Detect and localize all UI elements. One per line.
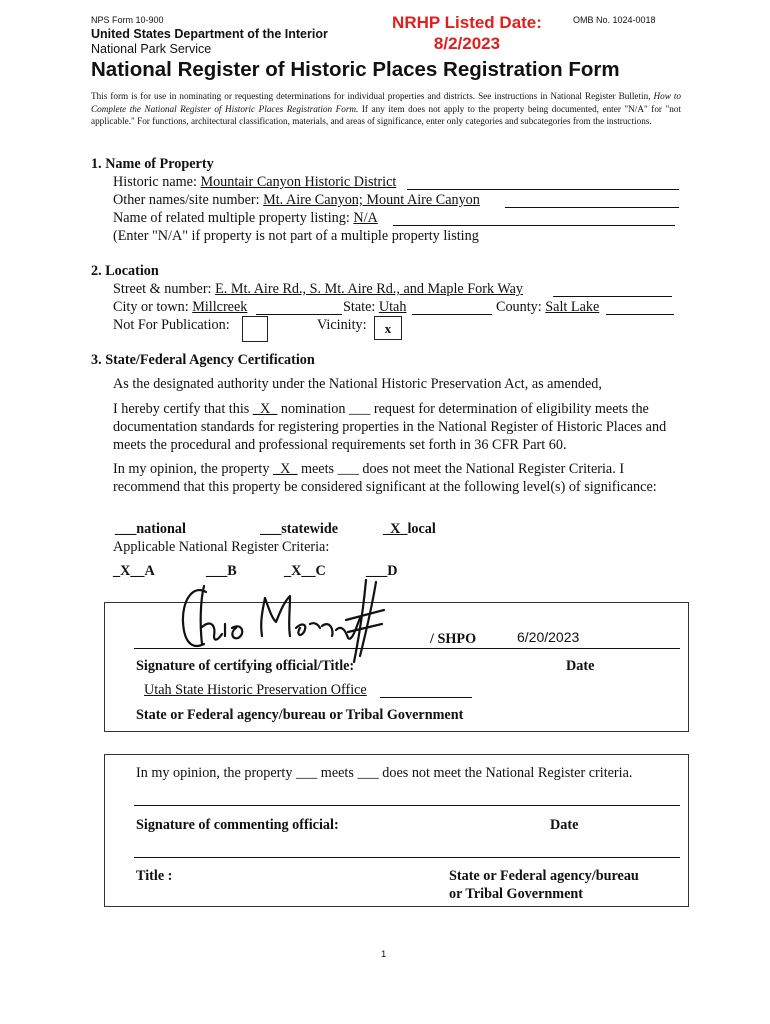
commenting-title-line xyxy=(134,857,680,858)
certifying-date-label: Date xyxy=(566,658,595,674)
related-listing-row xyxy=(113,209,675,227)
section1-heading: 1. Name of Property xyxy=(91,156,214,172)
certifying-agency-line xyxy=(380,697,472,698)
certifying-agency-value[interactable]: Utah State Historic Preservation Office xyxy=(144,682,367,698)
state-value[interactable]: Utah xyxy=(378,299,407,315)
criterion-c[interactable]: _X__C xyxy=(284,563,326,579)
nrhp-listed-stamp xyxy=(377,12,557,54)
county-row xyxy=(496,298,599,316)
street-row xyxy=(113,280,672,298)
section3-heading: 3. State/Federal Agency Certification xyxy=(91,352,315,368)
state-line xyxy=(412,314,492,315)
other-names-label: Other names/site number: xyxy=(113,192,264,208)
criterion-d[interactable]: ___D xyxy=(366,563,398,579)
form-number: NPS Form 10-900 xyxy=(91,15,164,25)
city-label: City or town: xyxy=(113,299,193,315)
opinion-p1: In my opinion, the property xyxy=(113,461,273,477)
department: United States Department of the Interior xyxy=(91,27,328,41)
historic-name-label: Historic name: xyxy=(113,174,201,190)
certifying-date-value[interactable]: 6/20/2023 xyxy=(517,629,580,645)
certifying-title: / SHPO xyxy=(430,631,477,647)
county-label: County: xyxy=(496,299,546,315)
county-value[interactable]: Salt Lake xyxy=(545,299,600,315)
historic-name-value[interactable]: Mountair Canyon Historic District xyxy=(200,174,397,190)
intro-part1: This form is for use in nominating or requesting determinations for individual properties and districts. See instructions in National Register Bulletin, xyxy=(91,91,654,101)
related-listing-note: (Enter "N/A" if property is not part of a multiple property listing xyxy=(113,228,479,244)
not-for-publication-checkbox[interactable] xyxy=(242,316,268,342)
certifying-agency-label: State or Federal agency/bureau or Tribal Government xyxy=(136,707,464,723)
street-value[interactable]: E. Mt. Aire Rd., S. Mt. Aire Rd., and Maple Fork Way xyxy=(215,281,524,297)
opinion-p2: meets ___ does not meet the National Register Criteria. I recommend that this property be considered significant at the following level(s) of significance: xyxy=(113,461,657,495)
related-listing-value[interactable]: N/A xyxy=(353,210,378,226)
commenting-date-label: Date xyxy=(550,817,579,833)
certifying-agency-row xyxy=(136,681,472,699)
intro-part2: If any item does not apply to the property being documented, enter "N/A" for "not applicable." For functions, architectural classification, materials, and areas of significance, enter only categories and subcategories from the instructions. xyxy=(91,103,681,126)
level-local[interactable] xyxy=(383,520,436,538)
related-listing-line xyxy=(393,225,675,226)
intro-paragraph xyxy=(91,90,681,128)
street-line xyxy=(553,296,672,297)
park-service: National Park Service xyxy=(91,42,212,56)
street-label: Street & number: xyxy=(113,281,216,297)
criterion-b[interactable]: ___B xyxy=(206,563,237,579)
historic-name-row xyxy=(113,173,679,191)
commenting-agency-label: State or Federal agency/bureau or Tribal Government xyxy=(449,868,639,902)
level-statewide[interactable]: ___statewide xyxy=(260,521,339,537)
commenting-opinion: In my opinion, the property ___ meets ___ does not meet the National Register criteria. xyxy=(136,765,633,781)
other-names-line xyxy=(505,207,679,208)
criteria-label: Applicable National Register Criteria: xyxy=(113,539,330,555)
level-national[interactable]: ___national xyxy=(115,521,186,537)
certify-p2: nomination ___ request for determination of eligibility meets the documentation standards for registering properties in the National Register of Historic Places and meets the procedural and professional requirements set forth in 36 CFR Part 60. xyxy=(113,401,667,453)
not-for-publication-label: Not For Publication: xyxy=(113,317,230,333)
intro-bulletin-title: How to Complete the National Register of Historic Places Registration Form. xyxy=(91,91,681,114)
state-row xyxy=(343,298,406,316)
commenting-signature-line xyxy=(134,805,680,806)
other-names-row xyxy=(113,191,679,209)
historic-name-line xyxy=(407,189,679,190)
other-names-value[interactable]: Mt. Aire Canyon; Mount Aire Canyon xyxy=(263,192,480,208)
commenting-signature-label: Signature of commenting official: xyxy=(136,817,339,833)
section2-heading: 2. Location xyxy=(91,263,159,279)
nrhp-listed-label: NRHP Listed Date: xyxy=(392,13,542,32)
state-label: State: xyxy=(343,299,379,315)
page-title: National Register of Historic Places Registration Form xyxy=(91,58,620,81)
authority-statement: As the designated authority under the National Historic Preservation Act, as amended, xyxy=(113,376,602,392)
commenting-title-label: Title : xyxy=(136,868,173,884)
city-line xyxy=(256,314,342,315)
certify-paragraph xyxy=(113,400,685,454)
nrhp-listed-date: 8/2/2023 xyxy=(433,34,501,53)
page-number: 1 xyxy=(381,949,387,960)
criterion-a[interactable]: _X__A xyxy=(113,563,155,579)
meets-mark[interactable]: _X_ xyxy=(272,461,298,477)
city-value[interactable]: Millcreek xyxy=(192,299,248,315)
county-line xyxy=(606,314,674,315)
opinion-paragraph xyxy=(113,460,681,496)
vicinity-checkbox[interactable]: x xyxy=(374,316,402,340)
certify-p1: I hereby certify that this xyxy=(113,401,253,417)
level-local-label: local xyxy=(407,521,436,537)
level-local-mark: _X_ xyxy=(383,521,408,537)
certifying-signature-label: Signature of certifying official/Title: xyxy=(136,658,355,674)
vicinity-label: Vicinity: xyxy=(317,317,367,333)
omb-number: OMB No. 1024-0018 xyxy=(573,15,656,25)
nomination-mark[interactable]: _X_ xyxy=(252,401,278,417)
related-listing-label: Name of related multiple property listing: xyxy=(113,210,354,226)
